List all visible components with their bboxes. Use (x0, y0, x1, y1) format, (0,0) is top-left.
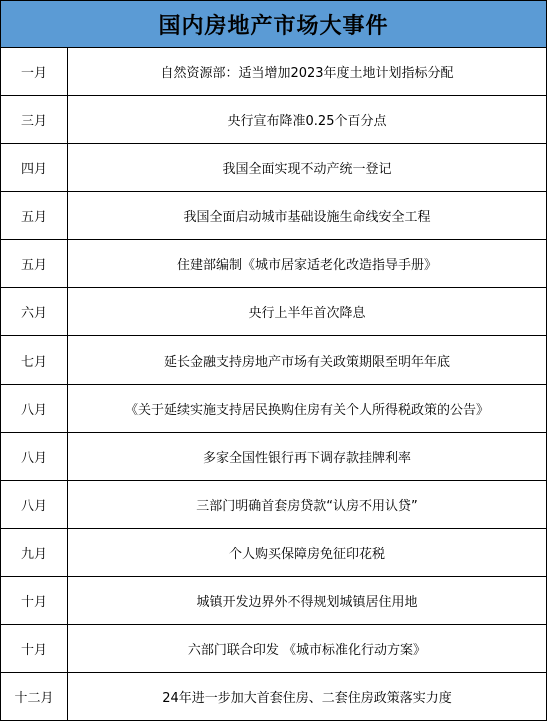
table-body (1, 48, 546, 720)
table-row (1, 433, 546, 481)
table-row (1, 288, 546, 336)
event-cell: 我国全面实现不动产统一登记 (222, 162, 392, 178)
table-row (1, 673, 546, 720)
event-cell: 延长金融支持房地产市场有关政策期限至明年年底 (163, 354, 450, 370)
table-row (1, 481, 546, 529)
month-cell: 四月 (1, 144, 68, 191)
month-cell: 九月 (1, 529, 68, 576)
event-cell: 24年进一步加大首套住房、二套住房政策落实力度 (162, 691, 452, 707)
table-row (1, 625, 546, 673)
table-row (1, 336, 546, 384)
event-cell: 《关于延续实施支持居民换购住房有关个人所得税政策的公告》 (124, 402, 489, 418)
month-cell: 六月 (1, 288, 68, 335)
table-row (1, 144, 546, 192)
table-row (1, 385, 546, 433)
event-cell: 央行上半年首次降息 (248, 306, 366, 322)
month-cell: 五月 (1, 192, 68, 239)
event-cell: 央行宣布降准0.25个百分点 (227, 114, 387, 130)
event-cell: 我国全面启动城市基础设施生命线安全工程 (183, 210, 431, 226)
table-row (1, 96, 546, 144)
table-row (1, 192, 546, 240)
month-cell: 八月 (1, 481, 68, 528)
table-row (1, 529, 546, 577)
event-cell: 六部门联合印发 《城市标准化行动方案》 (187, 642, 427, 658)
table-row (1, 240, 546, 288)
month-cell: 五月 (1, 240, 68, 287)
month-cell: 八月 (1, 385, 68, 432)
month-cell: 十二月 (1, 673, 68, 720)
event-cell: 城镇开发边界外不得规划城镇居住用地 (196, 594, 418, 610)
month-cell: 十月 (1, 577, 68, 624)
month-cell: 十月 (1, 625, 68, 672)
month-cell: 一月 (1, 48, 68, 95)
month-cell: 七月 (1, 336, 68, 383)
event-cell: 自然资源部：适当增加2023年度土地计划指标分配 (160, 66, 454, 82)
event-cell: 住建部编制《城市居家适老化改造指导手册》 (176, 258, 437, 274)
table-row (1, 48, 546, 96)
table-row (1, 577, 546, 625)
month-cell: 八月 (1, 433, 68, 480)
event-cell: 个人购买保障房免征印花税 (228, 546, 385, 562)
month-cell: 三月 (1, 96, 68, 143)
event-cell: 三部门明确首套房贷款“认房不用认贷” (196, 498, 418, 514)
table-title: 国内房地产市场大事件 (1, 1, 546, 48)
event-cell: 多家全国性银行再下调存款挂牌利率 (202, 450, 411, 466)
